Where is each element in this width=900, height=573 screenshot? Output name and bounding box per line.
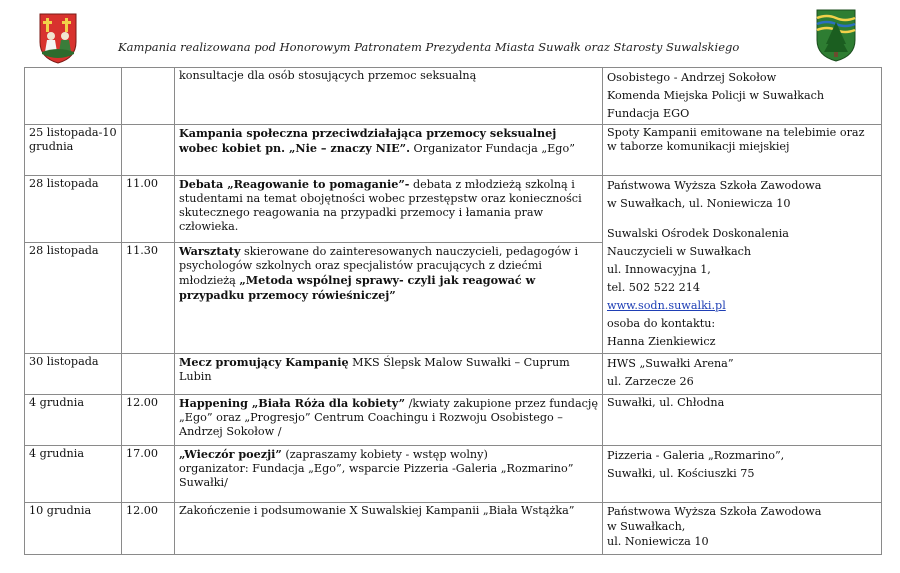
time-cell [122, 354, 175, 395]
date-cell: 28 listopada [25, 243, 122, 354]
time-cell [122, 125, 175, 176]
description-cell: Mecz promujący Kampanię MKS Ślepsk Malow Suwałki – Cuprum Lubin [175, 354, 603, 395]
time-cell [122, 68, 175, 125]
description-cell: Happening „Biała Róża dla kobiety” /kwiaty zakupione przez fundację „Ego” oraz „Progresjo” Centrum Coachingu i Rozwoju Osobistego – Andrzej Sokołow / [175, 395, 603, 446]
table-row [25, 395, 882, 446]
table-row [25, 125, 882, 176]
description-cell: Debata „Reagowanie to pomaganie”- debata z młodzieżą szkolną i studentami na temat obojętności wobec przestępstw oraz konieczności skutecznego reagowania na przypadki przemocy i łamania praw człowieka. [175, 176, 603, 243]
date-cell: 10 grudnia [25, 503, 122, 555]
description-cell: Warsztaty skierowane do zainteresowanych nauczycieli, pedagogów i psychologów szkolnych oraz specjalistów pracujących z dziećmi młodzieżą „Metoda wspólnej sprawy- czyli jak reagować w przypadku przemocy rówieśniczej” [175, 243, 603, 354]
time-cell: 17.00 [122, 446, 175, 503]
table-row [25, 176, 882, 243]
description-cell: „Wieczór poezji” (zapraszamy kobiety - wstęp wolny) organizator: Fundacja „Ego”, wsparcie Pizzeria -Galeria „Rozmarino” Suwałki/ [175, 446, 603, 503]
date-cell: 4 grudnia [25, 395, 122, 446]
place-cell: Państwowa Wyższa Szkoła Zawodowa w Suwałkach, ul. Noniewicza 10 Suwalski Ośrodek Doskonalenia Nauczycieli w Suwałkach ul. Innowacyjna 1, tel. 502 522 214 www.sodn.suwalki.pl osoba do kontaktu: Hanna Zienkiewicz [603, 176, 882, 354]
place-cell: Spoty Kampanii emitowane na telebimie oraz w taborze komunikacji miejskiej [603, 125, 882, 176]
place-cell: Suwałki, ul. Chłodna [603, 395, 882, 446]
suwalki-city-crest-icon [38, 12, 78, 64]
time-cell: 11.30 [122, 243, 175, 354]
date-cell: 4 grudnia [25, 446, 122, 503]
table-row [25, 503, 882, 555]
place-cell: Osobistego - Andrzej Sokołow Komenda Miejska Policji w Suwałkach Fundacja EGO [603, 68, 882, 125]
table-row [25, 354, 882, 395]
table-row [25, 446, 882, 503]
description-cell: Zakończenie i podsumowanie X Suwalskiej Kampanii „Biała Wstążka” [175, 503, 603, 555]
date-cell [25, 68, 122, 125]
table-row [25, 68, 882, 125]
description-cell: konsultacje dla osób stosujących przemoc seksualną [175, 68, 603, 125]
place-cell: HWS „Suwałki Arena” ul. Zarzecze 26 [603, 354, 882, 395]
time-cell: 11.00 [122, 176, 175, 243]
place-cell: Pizzeria - Galeria „Rozmarino”, Suwałki, ul. Kościuszki 75 [603, 446, 882, 503]
time-cell: 12.00 [122, 503, 175, 555]
patronage-header: Kampania realizowana pod Honorowym Patronatem Prezydenta Miasta Suwałk oraz Starosty Suwalskiego [118, 40, 740, 54]
date-cell: 25 listopada-10 grudnia [25, 125, 122, 176]
suwalki-county-crest-icon [815, 8, 857, 62]
date-cell: 30 listopada [25, 354, 122, 395]
date-cell: 28 listopada [25, 176, 122, 243]
description-cell: Kampania społeczna przeciwdziałająca przemocy seksualnej wobec kobiet pn. „Nie – znaczy NIE”. Organizator Fundacja „Ego” [175, 125, 603, 176]
place-cell: Państwowa Wyższa Szkoła Zawodowa w Suwałkach, ul. Noniewicza 10 [603, 503, 882, 555]
website-link[interactable]: www.sodn.suwalki.pl [607, 299, 726, 312]
events-schedule-table [24, 67, 882, 555]
time-cell: 12.00 [122, 395, 175, 446]
